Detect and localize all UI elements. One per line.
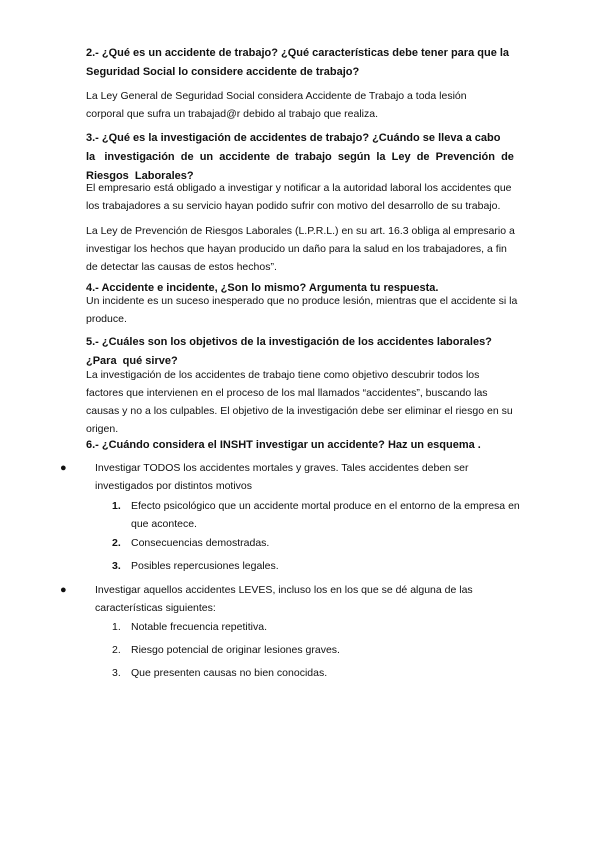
bullet-icon: ● <box>60 462 67 474</box>
bullet-icon: ● <box>60 584 67 596</box>
list-item: Efecto psicológico que un accidente mortal produce en el entorno de la empresa en que acontece. <box>131 500 520 530</box>
list-number: 3. <box>112 560 121 572</box>
answer-3-paragraph: El empresario está obligado a investigar y notificar a la autoridad laboral los accidentes que los trabajadores a su servicio hayan podido sufrir con motivo del desarrollo de su trabajo. <box>86 182 512 212</box>
answer-4-paragraph: Un incidente es un suceso inesperado que no produce lesión, mientras que el accidente si la produce. <box>86 295 518 325</box>
list-item: Posibles repercusiones legales. <box>131 560 279 572</box>
list-number: 2. <box>112 644 121 656</box>
answer-2-paragraph: La Ley General de Seguridad Social considera Accidente de Trabajo a toda lesión corporal que sufra un trabajad@r debido al trabajo que realiza. <box>86 90 467 120</box>
answer-3-lprl-paragraph: La Ley de Prevención de Riesgos Laborales (L.P.R.L.) en su art. 16.3 obliga al empresario a investigar los hechos que hayan producido un daño para la salud en los trabajadores, a fin de detectar las causas de estos hechos”. <box>86 225 515 273</box>
list-item: Que presenten causas no bien conocidas. <box>131 667 328 679</box>
list-item: Riesgo potencial de originar lesiones graves. <box>131 644 340 656</box>
question-3-heading: 3.- ¿Qué es la investigación de accidentes de trabajo? ¿Cuándo se lleva a cabo la investigación de un accidente de trabajo según la Ley de Prevención de Riesgos Laborales? <box>86 132 514 182</box>
question-6-heading: 6.- ¿Cuándo considera el INSHT investigar un accidente? Haz un esquema . <box>86 439 481 451</box>
bullet-2-text: Investigar aquellos accidentes LEVES, incluso los en los que se dé alguna de las características siguientes: <box>95 584 473 614</box>
list-number: 3. <box>112 667 121 679</box>
list-item: Consecuencias demostradas. <box>131 537 270 549</box>
answer-5-paragraph: La investigación de los accidentes de trabajo tiene como objetivo descubrir todos los factores que intervienen en el proceso de los mal llamados “accidentes”, buscando las causas y no a los culpables. El objetivo de la investigación debe ser eliminar el riesgo en su origen. <box>86 369 513 435</box>
question-4-heading: 4.- Accidente e incidente, ¿Son lo mismo? Argumenta tu respuesta. <box>86 282 439 294</box>
list-number: 2. <box>112 537 121 549</box>
question-5-heading: 5.- ¿Cuáles son los objetivos de la investigación de los accidentes laborales? ¿Para qué sirve? <box>86 336 492 367</box>
bullet-1-text: Investigar TODOS los accidentes mortales y graves. Tales accidentes deben ser investigados por distintos motivos <box>95 462 469 492</box>
list-number: 1. <box>112 621 121 633</box>
list-number: 1. <box>112 500 121 512</box>
question-2-heading: 2.- ¿Qué es un accidente de trabajo? ¿Qué características debe tener para que la Seguridad Social lo considere accidente de trabajo? <box>86 47 510 78</box>
list-item: Notable frecuencia repetitiva. <box>131 621 267 633</box>
